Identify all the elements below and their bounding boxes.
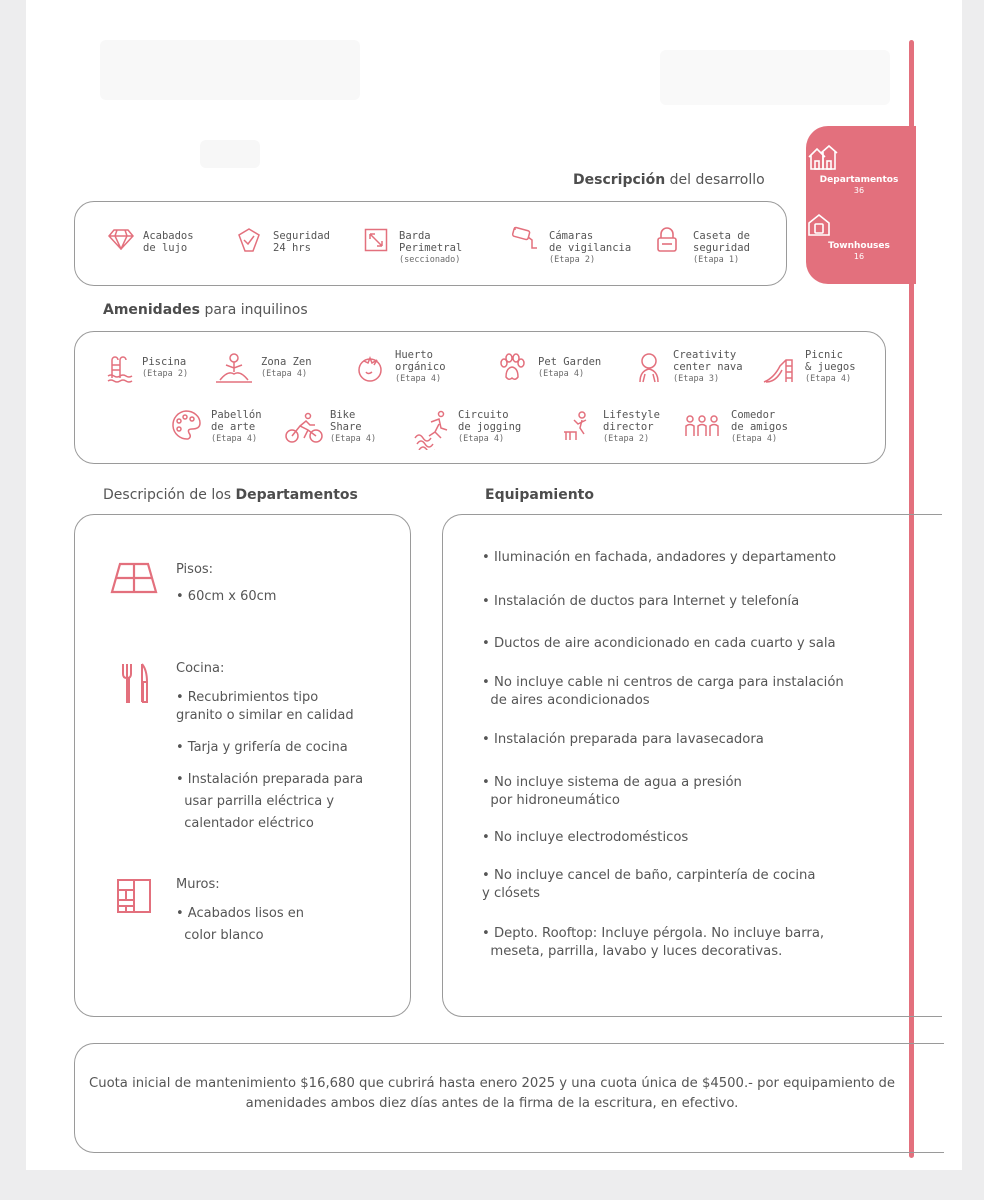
feature-seguridad: Seguridad 24 hrs (273, 230, 330, 254)
cocina-item: • Recubrimientos tipo granito o similar en calidad (176, 690, 354, 723)
pisos-item: • 60cm x 60cm (176, 589, 277, 604)
equipamiento-heading: Equipamiento (485, 487, 594, 503)
lock-icon (656, 227, 678, 253)
equipamiento-item: • Instalación preparada para lavasecadora (482, 732, 764, 747)
muros-label: Muros: (176, 877, 220, 892)
equipamiento-item: • No incluye electrodomésticos (482, 830, 689, 845)
palette-icon (170, 409, 202, 441)
muros-item: • Acabados lisos en color blanco (176, 906, 305, 943)
tomato-icon (354, 352, 386, 384)
faded-header-graphic (660, 50, 890, 105)
person-icon (634, 352, 664, 384)
unit-type-tab (806, 126, 916, 284)
cocina-item: • Tarja y grifería de cocina (176, 740, 348, 755)
cutlery-icon (120, 662, 150, 704)
feature-barda: Barda Perimetral (seccionado) (399, 230, 463, 265)
cocina-item: • Instalación preparada para usar parrilla eléctrica y calentador eléctrico (176, 772, 364, 831)
amenity-pabellon: Pabellón de arte (Etapa 4) (211, 409, 262, 444)
tab-label: Departamentos (819, 175, 899, 185)
houses-icon (806, 144, 912, 172)
maintenance-fee-note: Cuota inicial de mantenimiento $16,680 que cubrirá hasta enero 2025 y una cuota única de $4500.- por equipamiento de amenidades ambos diez días antes de la firma de la escritura, en efectivo. (89, 1076, 895, 1111)
yoga-icon (214, 352, 254, 384)
tab-count: 16 (853, 252, 865, 261)
feature-acabados: Acabados de lujo (143, 230, 194, 254)
tab-townhouses[interactable] (806, 212, 912, 261)
tab-label: Townhouses (828, 241, 890, 251)
fence-icon (364, 228, 388, 252)
lifestyle-icon (562, 410, 592, 442)
amenity-jogging: Circuito de jogging (Etapa 4) (458, 409, 522, 444)
faded-brand-mark (200, 140, 260, 168)
wall-icon (116, 878, 152, 914)
amenidades-box (74, 331, 886, 464)
amenity-zona-zen: Zona Zen (Etapa 4) (261, 356, 312, 379)
equipamiento-item: • Iluminación en fachada, andadores y departamento (482, 550, 837, 565)
amenidades-heading: Amenidades para inquilinos (103, 302, 308, 318)
cocina-label: Cocina: (176, 661, 225, 676)
pisos-label: Pisos: (176, 562, 214, 577)
tab-count: 36 (853, 186, 865, 195)
desarrollo-heading: Descripción del desarrollo (573, 172, 765, 188)
floor-tiles-icon (110, 562, 158, 594)
amenity-bike-share: Bike Share (Etapa 4) (330, 409, 377, 444)
amenity-creativity: Creativity center nava (Etapa 3) (673, 349, 743, 384)
faded-logo (100, 40, 360, 100)
shield-check-icon (237, 227, 261, 253)
amenity-lifestyle: Lifestyle director (Etapa 2) (603, 409, 660, 444)
paw-icon (498, 353, 526, 383)
feature-caseta: Caseta de seguridad (Etapa 1) (693, 230, 750, 265)
equipamiento-item: • No incluye cancel de baño, carpintería de cocina y clósets (482, 868, 816, 901)
equipamiento-item: • No incluye sistema de agua a presión por hidroneumático (482, 775, 742, 808)
camera-icon (511, 226, 539, 252)
amenity-piscina: Piscina (Etapa 2) (142, 356, 189, 379)
feature-camaras: Cámaras de vigilancia (Etapa 2) (549, 230, 632, 265)
amenity-pet-garden: Pet Garden (Etapa 4) (538, 356, 602, 379)
equipamiento-item: • Instalación de ductos para Internet y telefonía (482, 594, 800, 609)
jogging-icon (413, 410, 451, 450)
amenity-picnic: Picnic & juegos (Etapa 4) (805, 349, 856, 384)
diamond-icon (108, 228, 134, 250)
tab-departamentos[interactable] (806, 144, 912, 195)
equipamiento-item: • Ductos de aire acondicionado en cada cuarto y sala (482, 636, 836, 651)
slide-icon (762, 354, 798, 384)
pool-icon (106, 354, 136, 384)
amenity-huerto: Huerto orgánico (Etapa 4) (395, 349, 446, 384)
amenity-comedor: Comedor de amigos (Etapa 4) (731, 409, 788, 444)
bike-icon (284, 412, 324, 444)
people-icon (684, 414, 720, 438)
equipamiento-item: • No incluye cable ni centros de carga para instalación de aires acondicionados (482, 675, 844, 708)
equipamiento-item: • Depto. Rooftop: Incluye pérgola. No incluye barra, meseta, parrilla, lavabo y luces decorativas. (482, 926, 825, 959)
house-icon (806, 212, 912, 238)
departamentos-heading: Descripción de los Departamentos (103, 487, 358, 503)
